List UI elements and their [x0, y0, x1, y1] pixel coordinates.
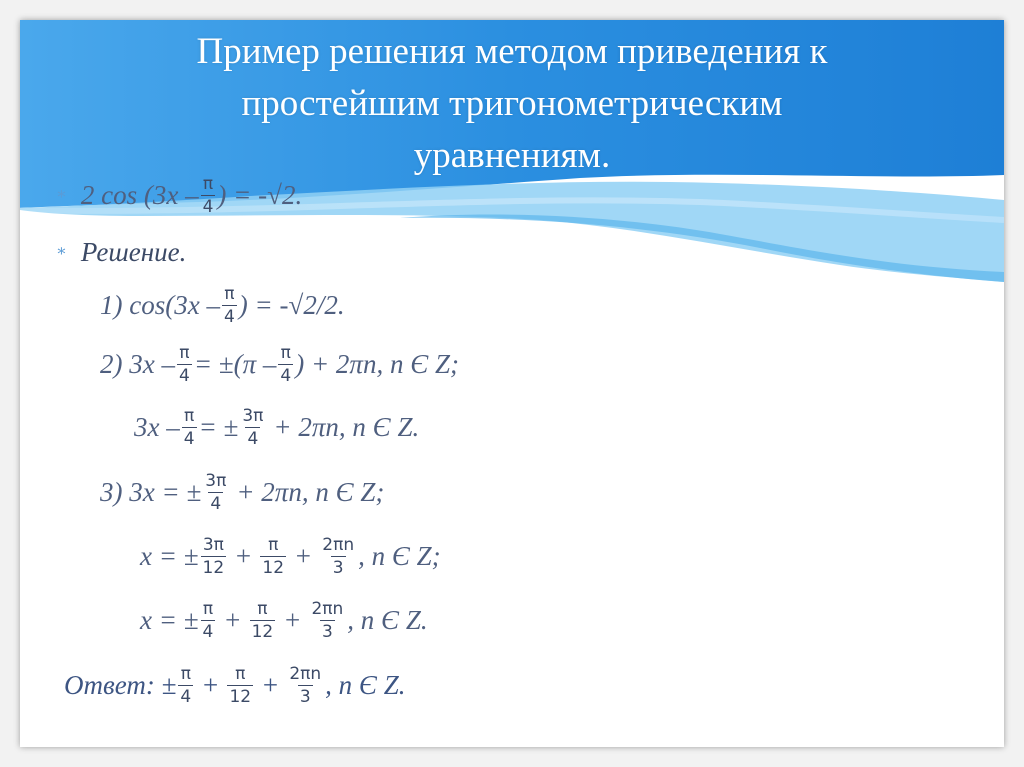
fraction-denominator: 4 [178, 366, 190, 386]
fraction-numerator: 3π [242, 406, 264, 426]
fraction [287, 663, 323, 708]
fraction [320, 534, 356, 579]
fraction-numerator: π [180, 664, 191, 684]
plus-sign: + [294, 541, 313, 571]
solution-label: Решение. [80, 237, 187, 267]
fraction-denominator: 4 [280, 366, 292, 386]
fraction-denominator: 3 [321, 622, 333, 642]
fraction-numerator: π [202, 174, 214, 194]
fraction-numerator: 3π [202, 535, 224, 555]
fraction-numerator: 3π [205, 471, 227, 491]
step-2b-prefix: 3x – [134, 412, 180, 442]
step-2b-suffix: + 2πn, n Є Z. [273, 412, 420, 442]
fraction [260, 534, 286, 579]
bullet-icon: ∗ [56, 185, 67, 203]
plus-sign: + [223, 605, 242, 635]
equation-line [56, 173, 302, 218]
step-2b-middle: = ± [198, 412, 239, 442]
step-3a-suffix: + 2πn, n Є Z; [236, 477, 385, 507]
step-2b-line [134, 405, 419, 450]
fraction [309, 598, 345, 643]
step-3c-suffix: , n Є Z. [347, 605, 428, 635]
fraction-denominator: 4 [223, 307, 235, 327]
fraction [203, 470, 228, 515]
fraction-denominator: 4 [180, 687, 192, 707]
fraction-numerator: 2πn [322, 535, 355, 555]
step-2a-suffix: ) + 2πn, n Є Z; [295, 349, 460, 379]
fraction-numerator: 2πn [311, 599, 344, 619]
fraction-numerator: π [268, 535, 279, 555]
fraction-numerator: π [235, 664, 246, 684]
fraction-denominator: 3 [332, 558, 344, 578]
plus-sign: + [261, 670, 280, 700]
fraction [201, 534, 227, 579]
title-line-3: уравнениям. [413, 135, 611, 176]
fraction-denominator: 3 [299, 687, 311, 707]
step-3c-prefix: x = ± [140, 605, 199, 635]
step-3c-line [140, 598, 428, 643]
fraction [182, 405, 197, 450]
step-2a-prefix: 2) 3x – [100, 349, 175, 379]
fraction-numerator: π [202, 599, 214, 619]
fraction [278, 342, 293, 387]
equation-suffix: ) = -√2. [217, 180, 303, 210]
step-2a-line [100, 342, 459, 387]
step-1-line [100, 283, 345, 328]
fraction [240, 405, 265, 450]
title-line-2: простейшим тригонометрическим [241, 83, 783, 124]
fraction [201, 598, 216, 643]
step-1-prefix: 1) cos(3x – [100, 290, 220, 320]
answer-prefix: Ответ: ± [64, 670, 177, 700]
bullet-icon: ∗ [56, 242, 67, 260]
fraction-denominator: 12 [229, 687, 252, 707]
fraction-numerator: π [224, 284, 235, 304]
fraction [227, 663, 253, 708]
fraction-denominator: 4 [210, 494, 222, 514]
step-3a-prefix: 3) 3x = ± [100, 477, 202, 507]
fraction-numerator: π [257, 599, 268, 619]
fraction-numerator: π [184, 406, 195, 426]
answer-suffix: , n Є Z. [325, 670, 406, 700]
answer-line [64, 663, 406, 708]
fraction-numerator: π [179, 343, 190, 363]
fraction-numerator: 2πn [289, 664, 322, 684]
fraction [250, 598, 276, 643]
fraction-denominator: 4 [247, 429, 259, 449]
plus-sign: + [234, 541, 253, 571]
step-3a-line [100, 470, 384, 515]
fraction-denominator: 4 [202, 197, 214, 217]
fraction [222, 283, 237, 328]
fraction [178, 663, 193, 708]
fraction-denominator: 12 [202, 558, 225, 578]
fraction-denominator: 12 [251, 622, 274, 642]
fraction-denominator: 12 [262, 558, 285, 578]
step-3b-prefix: x = ± [140, 541, 199, 571]
equation-prefix: 2 cos (3x – [80, 180, 199, 210]
step-3b-line [140, 534, 441, 579]
fraction [177, 342, 192, 387]
fraction-denominator: 4 [183, 429, 195, 449]
title-line-1: Пример решения методом приведения к [196, 31, 828, 72]
plus-sign: + [283, 605, 302, 635]
step-3b-suffix: , n Є Z; [358, 541, 441, 571]
slide-body [20, 20, 1004, 747]
plus-sign: + [201, 670, 220, 700]
step-1-suffix: ) = -√2/2. [238, 290, 345, 320]
solution-label-line [56, 237, 186, 268]
fraction-denominator: 4 [202, 622, 214, 642]
slide [20, 20, 1004, 747]
step-2a-middle: = ±(π – [193, 349, 277, 379]
fraction-numerator: π [280, 343, 291, 363]
fraction [201, 173, 216, 218]
